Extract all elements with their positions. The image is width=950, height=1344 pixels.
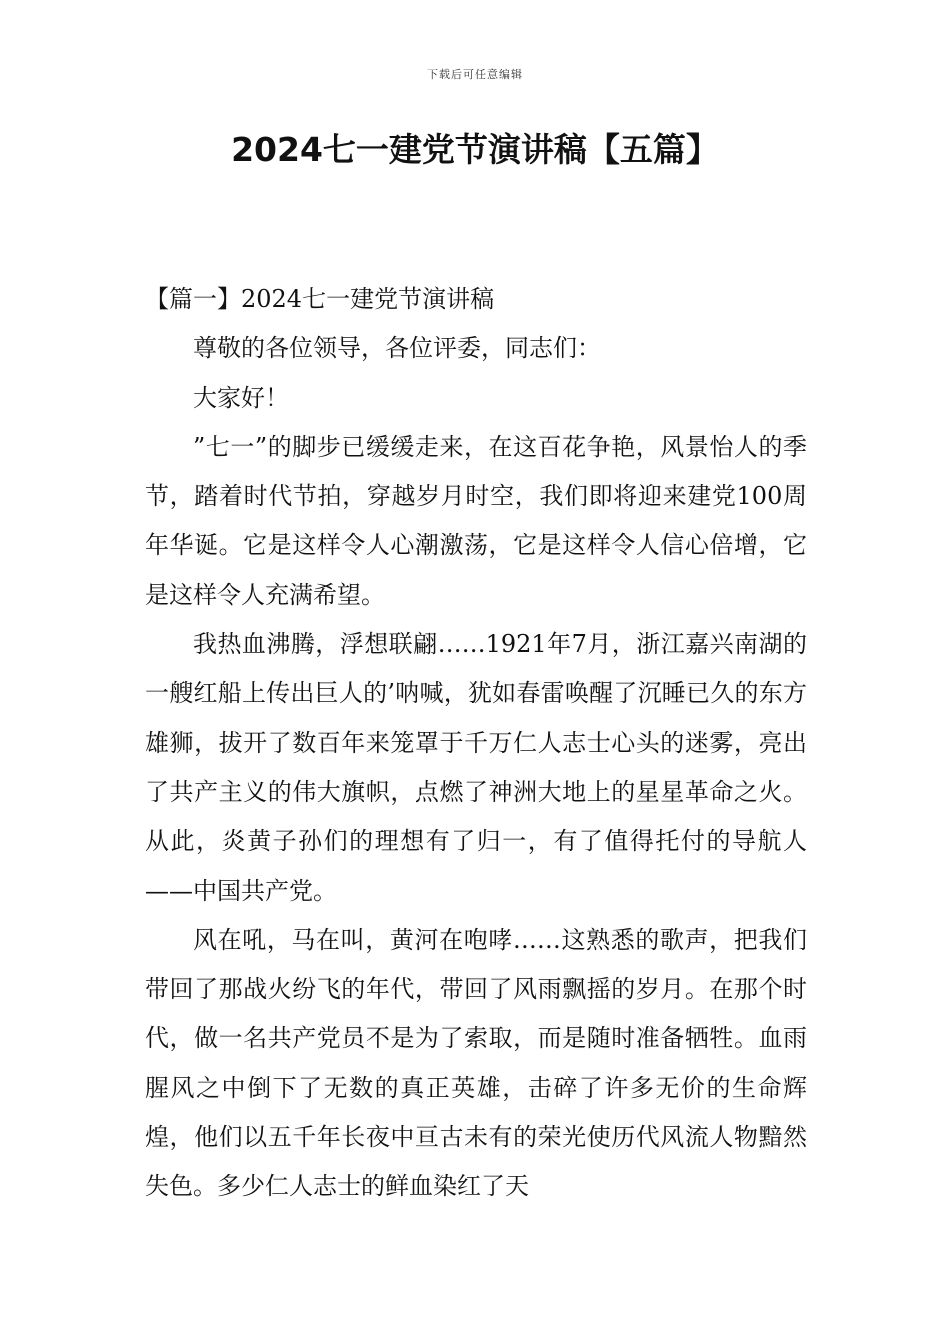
body-paragraph: 我热血沸腾，浮想联翩……1921年7月，浙江嘉兴南湖的一艘红船上传出巨人的’呐喊，犹如春雷唤醒了沉睡已久的东方雄狮，拔开了数百年来笼罩于千万仁人志士心头的迷雾，亮出了共产主义的伟大旗帜，点燃了神洲大地上的星星革命之火。从此，炎黄子孙们的理想有了归一，有了值得托付的导航人——中国共产党。 [145, 630, 807, 905]
document-title: 2024七一建党节演讲稿【五篇】 [231, 130, 719, 169]
document-body [145, 275, 807, 1212]
section-heading: 【篇一】2024七一建党节演讲稿 [145, 285, 495, 313]
salutation-paragraph: 尊敬的各位领导，各位评委，同志们： [193, 334, 601, 363]
header-note: 下载后可任意编辑 [427, 68, 523, 81]
body-paragraph: ”七一”的脚步已缓缓走来，在这百花争艳，风景怡人的季节，踏着时代节拍，穿越岁月时空，我们即将迎来建党100周年华诞。它是这样令人心潮激荡，它是这样令人信心倍增，它是这样令人充满希望。 [145, 432, 807, 609]
body-paragraph: 风在吼，马在叫，黄河在咆哮……这熟悉的歌声，把我们带回了那战火纷飞的年代，带回了风雨飘摇的岁月。在那个时代，做一名共产党员不是为了索取，而是随时准备牺牲。血雨腥风之中倒下了无数的真正英雄，击碎了许多无价的生命辉煌，他们以五千年长夜中亘古未有的荣光使历代风流人物黯然失色。多少仁人志士的鲜血染红了天 [145, 925, 807, 1201]
greeting-paragraph: 大家好！ [193, 383, 289, 412]
